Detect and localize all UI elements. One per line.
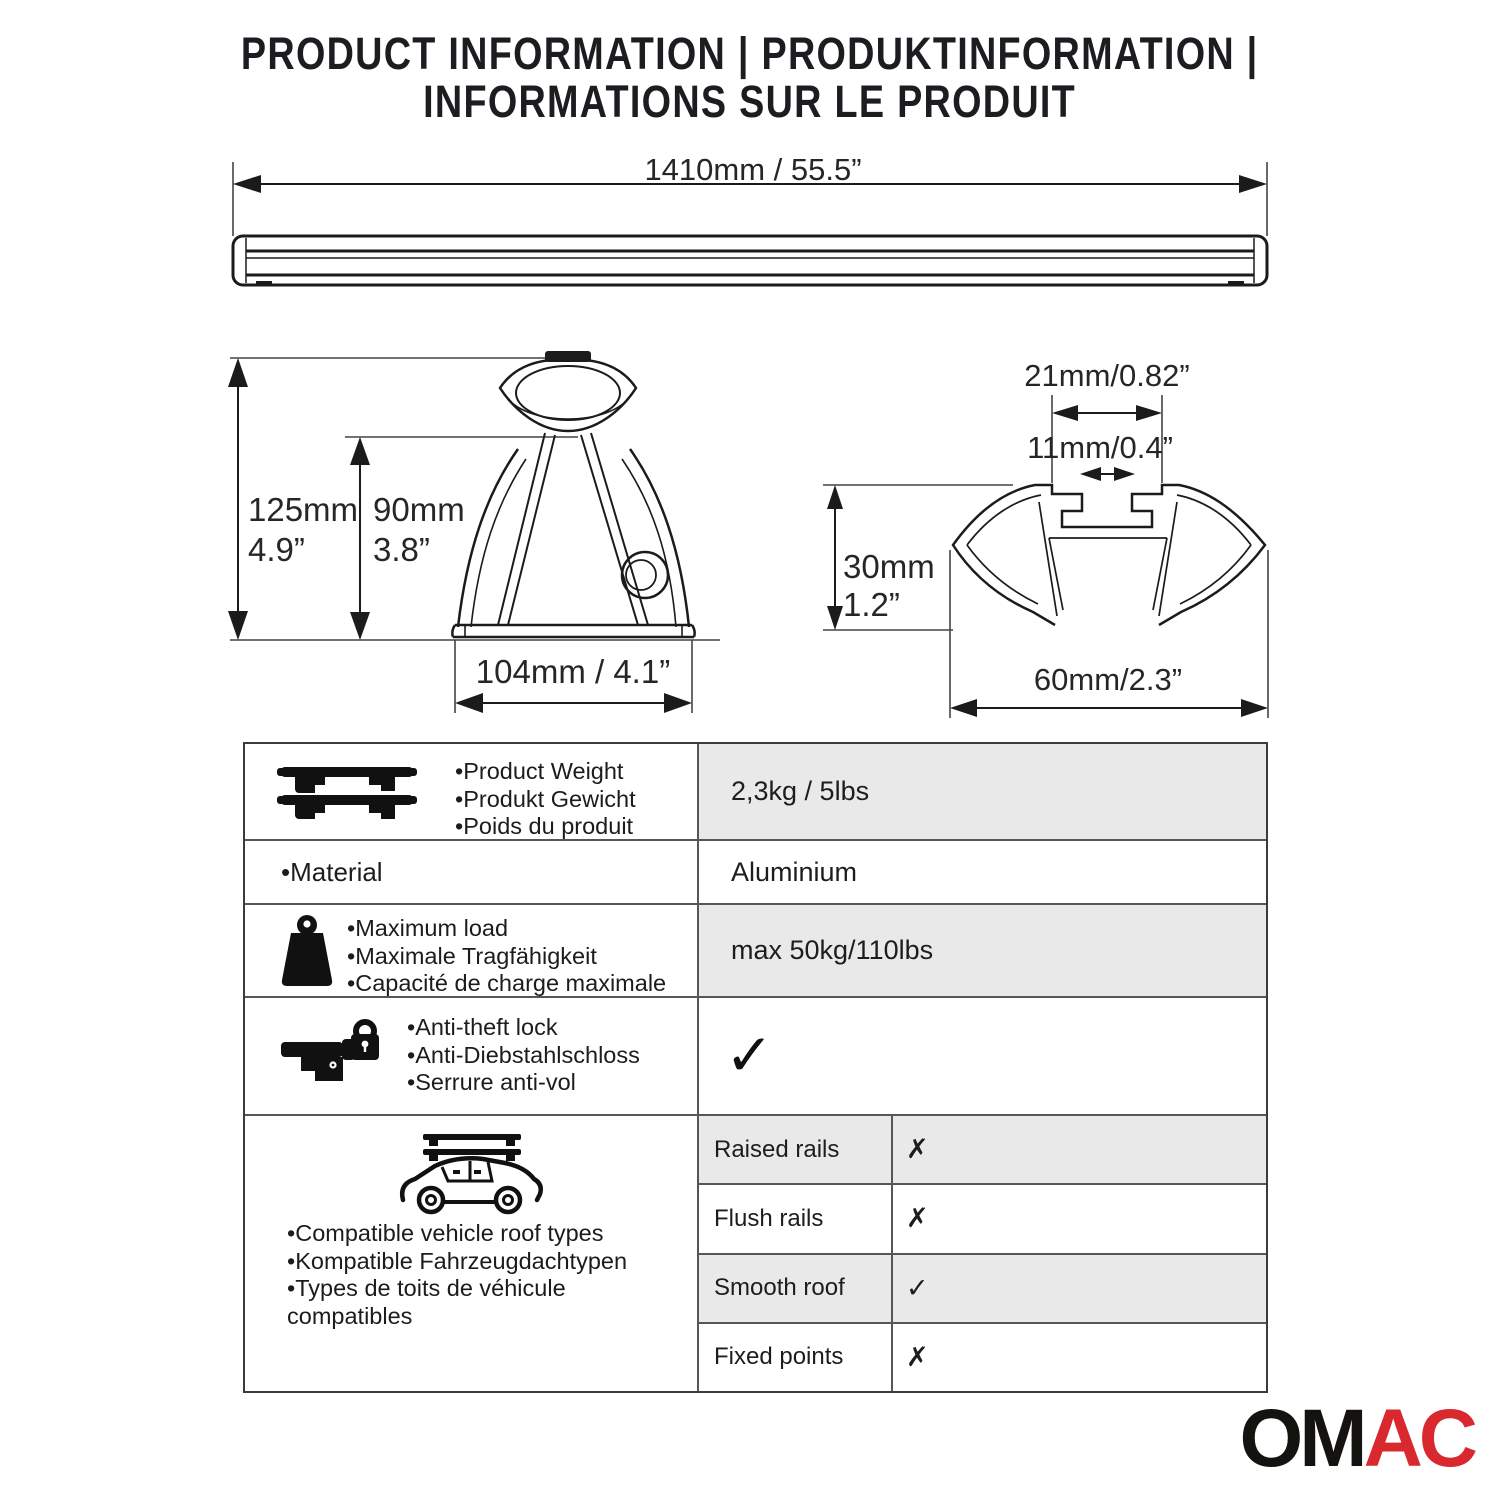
- roof-type-mark: ✗: [891, 1116, 1266, 1183]
- table-row-product-weight: [245, 744, 1266, 839]
- value-product-weight: 2,3kg / 5lbs: [697, 744, 1266, 839]
- page-title-line2: INFORMATIONS SUR LE PRODUIT: [423, 76, 1077, 127]
- table-row-roof-types: [245, 1114, 1266, 1391]
- label-max-load-de: •Maximale Tragfähigkeit: [347, 942, 597, 969]
- label-product-weight-fr: •Poids du produit: [455, 813, 634, 839]
- roof-type-row-smooth-roof: [699, 1253, 1266, 1322]
- mount-inner-height-in: 3.8”: [373, 531, 430, 568]
- spec-table: [243, 742, 1268, 1393]
- value-max-load: max 50kg/110lbs: [697, 905, 1266, 996]
- bar-length-label: 1410mm / 55.5”: [644, 152, 862, 187]
- roof-type-mark: ✓: [891, 1255, 1266, 1322]
- weight-icon: [279, 914, 335, 988]
- crossbars-icon: [277, 765, 417, 819]
- profile-height-in: 1.2”: [843, 586, 900, 623]
- mount-total-height-in: 4.9”: [248, 531, 305, 568]
- label-product-weight-en: •Product Weight: [455, 758, 624, 784]
- car-icon: [395, 1134, 547, 1220]
- label-roof-types-fr: •Types de toits de véhicule: [287, 1275, 566, 1301]
- roof-type-mark: ✗: [891, 1324, 1266, 1391]
- crossbar-length-diagram: [220, 140, 1280, 315]
- value-material: Aluminium: [697, 841, 1266, 903]
- omac-logo: [1239, 1393, 1474, 1484]
- label-roof-types-en: •Compatible vehicle roof types: [287, 1220, 604, 1246]
- profile-height-mm: 30mm: [843, 548, 935, 585]
- roof-type-label: Smooth roof: [714, 1274, 845, 1302]
- mount-total-height-mm: 125mm: [248, 491, 359, 528]
- profile-cross-section-diagram: [795, 350, 1310, 730]
- lock-icon: [281, 1018, 381, 1088]
- label-max-load-fr: •Capacité de charge maximale: [347, 970, 667, 996]
- profile-bottom-width-label: 60mm/2.3”: [1033, 662, 1183, 697]
- roof-type-mark: ✗: [891, 1185, 1266, 1252]
- profile-top-width-label: 21mm/0.82”: [1024, 358, 1190, 393]
- mount-width-label: 104mm / 4.1”: [475, 653, 671, 690]
- label-product-weight-de: •Produkt Gewicht: [455, 785, 636, 812]
- arrowhead-left-icon: [233, 175, 261, 193]
- table-row-material: [245, 839, 1266, 903]
- roof-type-row-flush-rails: [699, 1183, 1266, 1252]
- label-anti-theft-en: •Anti-theft lock: [407, 1014, 558, 1040]
- label-material: •Material: [281, 856, 383, 887]
- roof-type-row-fixed-points: [699, 1322, 1266, 1391]
- anti-theft-check-mark: ✓: [725, 1023, 774, 1088]
- roof-type-label: Flush rails: [714, 1204, 824, 1232]
- lock-cylinder-icon: [622, 552, 668, 598]
- omac-logo-black-part: OM: [1239, 1393, 1364, 1484]
- omac-logo-red-part: AC: [1363, 1393, 1474, 1484]
- label-anti-theft-fr: •Serrure anti-vol: [407, 1069, 576, 1095]
- label-roof-types-de: •Kompatible Fahrzeugdachtypen: [287, 1247, 628, 1274]
- table-row-max-load: [245, 903, 1266, 996]
- mount-foot-drawing: [452, 351, 694, 637]
- page-title-line1: PRODUCT INFORMATION | PRODUKTINFORMATION |: [241, 28, 1259, 79]
- label-anti-theft-de: •Anti-Diebstahlschloss: [407, 1041, 640, 1068]
- table-row-anti-theft: [245, 996, 1266, 1114]
- roof-type-label: Fixed points: [714, 1343, 844, 1371]
- crossbar-side-view: [233, 236, 1267, 285]
- roof-type-row-raised-rails: [699, 1116, 1266, 1183]
- page-title: [0, 30, 1500, 126]
- profile-drawing: [953, 485, 1265, 625]
- mount-inner-height-mm: 90mm: [373, 491, 465, 528]
- label-roof-types-fr-wrap: compatibles: [287, 1302, 413, 1329]
- profile-slot-width-label: 11mm/0.4”: [1027, 430, 1173, 465]
- arrowhead-right-icon: [1239, 175, 1267, 193]
- label-max-load-en: •Maximum load: [347, 915, 509, 941]
- roof-type-label: Raised rails: [714, 1135, 840, 1163]
- mount-side-view-diagram: [215, 345, 740, 730]
